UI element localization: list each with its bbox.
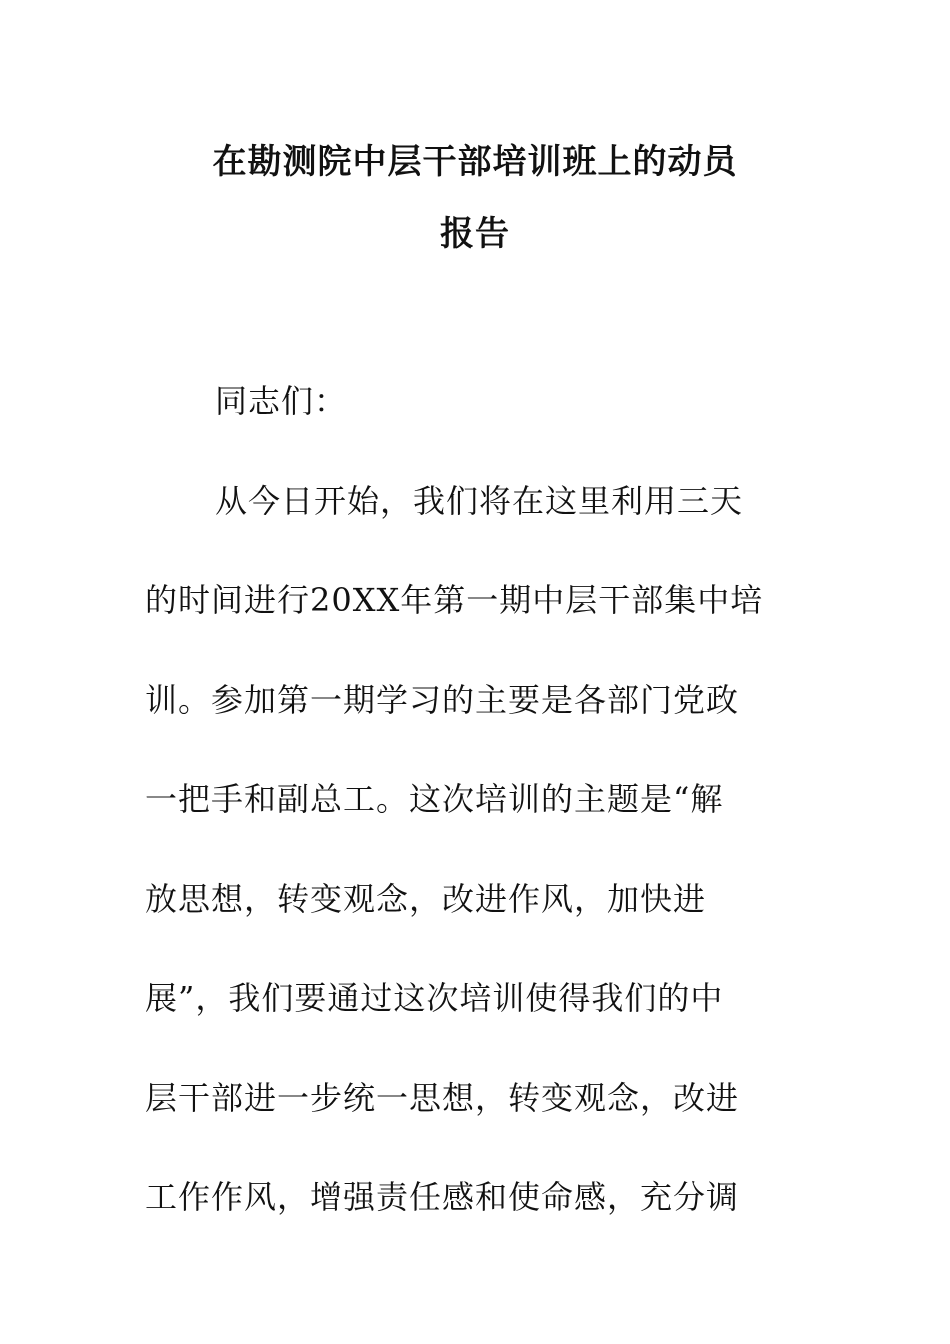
body-line-4: 一把手和副总工。这次培训的主题是“解: [145, 780, 724, 818]
body-line-5: 放思想，转变观念，改进作风，加快进: [145, 880, 707, 918]
body-line-8: 工作作风，增强责任感和使命感，充分调: [145, 1178, 740, 1216]
title-line-1: 在勘测院中层干部培训班上的动员: [212, 142, 738, 182]
body-line-6: 展”，我们要通过这次培训使得我们的中: [145, 979, 724, 1017]
body-line-2: 的时间进行20XX年第一期中层干部集中培: [145, 581, 764, 619]
body-line-3: 训。参加第一期学习的主要是各部门党政: [145, 681, 740, 719]
salutation: 同志们：: [215, 382, 348, 420]
body-line-7: 层干部进一步统一思想，转变观念，改进: [145, 1079, 740, 1117]
title-line-2: 报告: [440, 214, 510, 254]
body-line-1: 从今日开始，我们将在这里利用三天: [215, 482, 744, 520]
document-title: [145, 126, 805, 270]
